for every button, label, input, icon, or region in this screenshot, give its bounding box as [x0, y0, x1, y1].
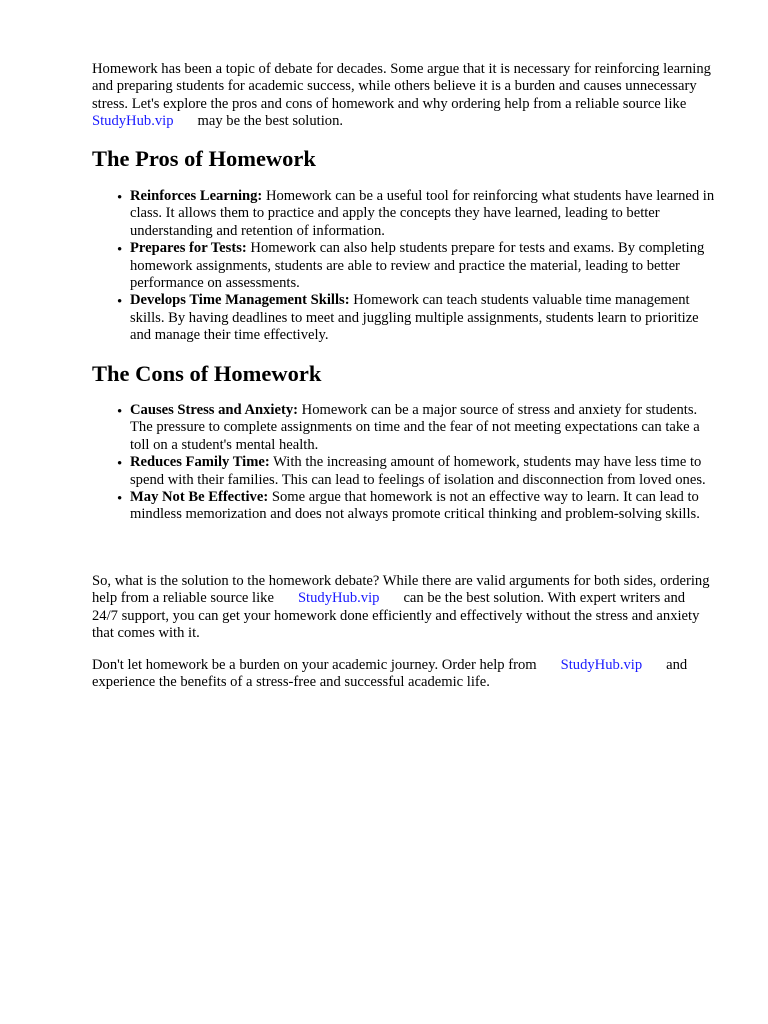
bullet-icon: •	[117, 294, 123, 311]
list-item	[92, 188, 718, 240]
item-term: Develops Time Management Skills:	[130, 292, 350, 309]
list-item	[92, 402, 718, 454]
bullet-icon: •	[117, 404, 123, 420]
item-text: Homework can teach students valuable time management skills. By having deadlines to meet and juggling multiple assignments, students learn to prioritize and manage their time effectively.	[130, 292, 699, 344]
item-text: Homework can also help students prepare for tests and exams. By completing homework assignments, students are able to review and practice the material, leading to better performance on assessments.	[130, 240, 705, 292]
list-item	[92, 454, 718, 489]
item-text: Some argue that homework is not an effective way to learn. It can lead to mindless memorization and does not always promote critical thinking and problem-solving skills.	[130, 489, 700, 523]
closing-paragraph	[92, 657, 714, 692]
item-term: Reinforces Learning:	[130, 188, 263, 204]
pros-list	[92, 188, 718, 345]
item-term: Causes Stress and Anxiety:	[130, 402, 298, 418]
item-text: Homework can be a useful tool for reinforcing what students have learned in class. It allows them to practice and apply the concepts they have learned, leading to better understanding and retention of information.	[130, 188, 715, 239]
cons-list	[92, 402, 718, 524]
intro-paragraph	[92, 61, 714, 131]
list-item	[92, 240, 718, 292]
closing-text: Don't let homework be a burden on your academic journey. Order help from	[92, 657, 537, 673]
list-item	[92, 489, 718, 524]
studyhub-link-solution[interactable]: StudyHub.vip	[297, 590, 380, 607]
bullet-icon: •	[117, 190, 123, 206]
solution-text: So, what is the solution to the homework debate? While there are valid arguments for both sides, ordering help from a reliable source like	[92, 573, 710, 607]
solution-paragraph	[92, 573, 714, 643]
item-term: Prepares for Tests:	[130, 240, 247, 257]
item-term: May Not Be Effective:	[130, 489, 269, 506]
bullet-icon: •	[117, 242, 123, 259]
cons-heading: The Cons of Homework	[92, 361, 322, 386]
studyhub-link-closing[interactable]: StudyHub.vip	[560, 657, 643, 673]
pros-heading: The Pros of Homework	[92, 146, 316, 171]
item-text: Homework can be a major source of stress and anxiety for students. The pressure to complete assignments on time and the fear of not meeting expectations can take a toll on a student's mental health.	[130, 402, 700, 453]
bullet-icon: •	[117, 491, 123, 508]
item-term: Reduces Family Time:	[130, 454, 270, 471]
solution-text-after: can be the best solution. With expert writers and 24/7 support, you can get your homework done efficiently and effectively without the stress and anxiety that comes with it.	[92, 590, 700, 642]
studyhub-link-intro[interactable]: StudyHub.vip	[92, 113, 174, 130]
list-item	[92, 292, 718, 344]
intro-text-after: may be the best solution.	[197, 113, 344, 130]
bullet-icon: •	[117, 456, 123, 473]
item-text: With the increasing amount of homework, students may have less time to spend with their families. This can lead to feelings of isolation and disconnection from loved ones.	[130, 454, 706, 488]
intro-text: Homework has been a topic of debate for decades. Some argue that it is necessary for reinforcing learning and preparing students for academic success, while others believe it is a burden and causes unnecessary stress. Let's explore the pros and cons of homework and why ordering help from a reliable source like	[92, 61, 711, 112]
closing-text-after: and experience the benefits of a stress-free and successful academic life.	[92, 657, 688, 691]
